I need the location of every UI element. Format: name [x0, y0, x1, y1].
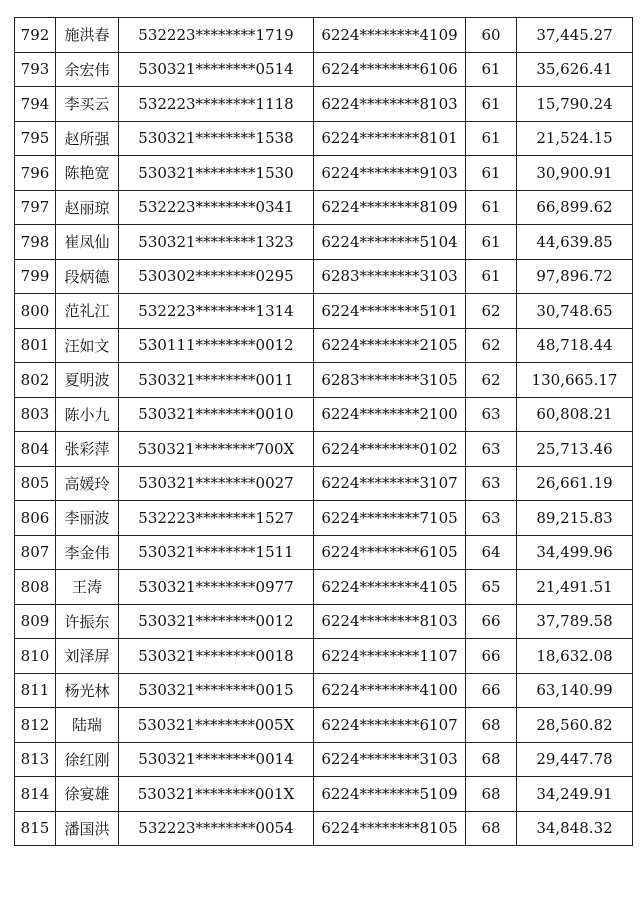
document-page: [14, 17, 626, 846]
amount-cell: 25,713.46: [517, 432, 633, 467]
account-number-cell: 6224********0102: [314, 432, 466, 467]
age-cell: 63: [466, 466, 517, 501]
age-cell: 64: [466, 535, 517, 570]
table-row: [15, 535, 633, 570]
row-number-cell: 795: [15, 121, 56, 156]
name-cell: 陈艳宽: [56, 156, 119, 191]
age-cell: 61: [466, 225, 517, 260]
account-number-cell: 6283********3103: [314, 259, 466, 294]
account-number-cell: 6224********6105: [314, 535, 466, 570]
row-number-cell: 809: [15, 604, 56, 639]
id-number-cell: 530321********1511: [119, 535, 314, 570]
name-cell: 徐宴雄: [56, 777, 119, 812]
amount-cell: 48,718.44: [517, 328, 633, 363]
row-number-cell: 815: [15, 811, 56, 846]
id-number-cell: 532223********1527: [119, 501, 314, 536]
amount-cell: 21,524.15: [517, 121, 633, 156]
amount-cell: 34,499.96: [517, 535, 633, 570]
account-number-cell: 6224********8101: [314, 121, 466, 156]
row-number-cell: 800: [15, 294, 56, 329]
data-table: [14, 17, 633, 846]
row-number-cell: 808: [15, 570, 56, 605]
age-cell: 63: [466, 501, 517, 536]
amount-cell: 89,215.83: [517, 501, 633, 536]
age-cell: 63: [466, 432, 517, 467]
amount-cell: 37,789.58: [517, 604, 633, 639]
amount-cell: 30,748.65: [517, 294, 633, 329]
name-cell: 段炳德: [56, 259, 119, 294]
table-row: [15, 604, 633, 639]
table-row: [15, 52, 633, 87]
id-number-cell: 532223********0341: [119, 190, 314, 225]
age-cell: 62: [466, 328, 517, 363]
id-number-cell: 530321********0015: [119, 673, 314, 708]
name-cell: 李买云: [56, 87, 119, 122]
amount-cell: 34,249.91: [517, 777, 633, 812]
name-cell: 李丽波: [56, 501, 119, 536]
table-row: [15, 121, 633, 156]
account-number-cell: 6224********4100: [314, 673, 466, 708]
table-row: [15, 225, 633, 260]
amount-cell: 18,632.08: [517, 639, 633, 674]
id-number-cell: 530321********005X: [119, 708, 314, 743]
row-number-cell: 792: [15, 18, 56, 53]
row-number-cell: 801: [15, 328, 56, 363]
id-number-cell: 530302********0295: [119, 259, 314, 294]
account-number-cell: 6224********5109: [314, 777, 466, 812]
age-cell: 60: [466, 18, 517, 53]
account-number-cell: 6224********3107: [314, 466, 466, 501]
id-number-cell: 530321********1530: [119, 156, 314, 191]
amount-cell: 63,140.99: [517, 673, 633, 708]
amount-cell: 35,626.41: [517, 52, 633, 87]
row-number-cell: 805: [15, 466, 56, 501]
age-cell: 61: [466, 52, 517, 87]
table-row: [15, 432, 633, 467]
id-number-cell: 530321********0014: [119, 742, 314, 777]
account-number-cell: 6224********2105: [314, 328, 466, 363]
id-number-cell: 530321********0010: [119, 397, 314, 432]
id-number-cell: 530321********700X: [119, 432, 314, 467]
id-number-cell: 532223********1118: [119, 87, 314, 122]
name-cell: 汪如文: [56, 328, 119, 363]
id-number-cell: 530321********1538: [119, 121, 314, 156]
amount-cell: 30,900.91: [517, 156, 633, 191]
row-number-cell: 799: [15, 259, 56, 294]
row-number-cell: 807: [15, 535, 56, 570]
age-cell: 66: [466, 673, 517, 708]
id-number-cell: 530321********0027: [119, 466, 314, 501]
amount-cell: 44,639.85: [517, 225, 633, 260]
table-row: [15, 18, 633, 53]
amount-cell: 28,560.82: [517, 708, 633, 743]
name-cell: 刘泽屏: [56, 639, 119, 674]
account-number-cell: 6224********3103: [314, 742, 466, 777]
amount-cell: 34,848.32: [517, 811, 633, 846]
name-cell: 夏明波: [56, 363, 119, 398]
row-number-cell: 803: [15, 397, 56, 432]
row-number-cell: 804: [15, 432, 56, 467]
id-number-cell: 530321********001X: [119, 777, 314, 812]
id-number-cell: 532223********1719: [119, 18, 314, 53]
name-cell: 徐红刚: [56, 742, 119, 777]
age-cell: 61: [466, 259, 517, 294]
amount-cell: 97,896.72: [517, 259, 633, 294]
table-row: [15, 673, 633, 708]
id-number-cell: 530321********0012: [119, 604, 314, 639]
id-number-cell: 530321********0018: [119, 639, 314, 674]
name-cell: 高媛玲: [56, 466, 119, 501]
row-number-cell: 798: [15, 225, 56, 260]
table-row: [15, 328, 633, 363]
table-row: [15, 259, 633, 294]
id-number-cell: 530321********0977: [119, 570, 314, 605]
age-cell: 61: [466, 121, 517, 156]
age-cell: 68: [466, 777, 517, 812]
id-number-cell: 530321********1323: [119, 225, 314, 260]
account-number-cell: 6224********8105: [314, 811, 466, 846]
age-cell: 68: [466, 708, 517, 743]
amount-cell: 15,790.24: [517, 87, 633, 122]
account-number-cell: 6224********1107: [314, 639, 466, 674]
table-body: [15, 18, 633, 846]
table-row: [15, 156, 633, 191]
amount-cell: 29,447.78: [517, 742, 633, 777]
age-cell: 61: [466, 190, 517, 225]
name-cell: 陆瑞: [56, 708, 119, 743]
age-cell: 62: [466, 294, 517, 329]
amount-cell: 60,808.21: [517, 397, 633, 432]
row-number-cell: 806: [15, 501, 56, 536]
id-number-cell: 530111********0012: [119, 328, 314, 363]
table-row: [15, 87, 633, 122]
account-number-cell: 6224********4109: [314, 18, 466, 53]
account-number-cell: 6224********5101: [314, 294, 466, 329]
table-row: [15, 294, 633, 329]
account-number-cell: 6224********8109: [314, 190, 466, 225]
row-number-cell: 811: [15, 673, 56, 708]
id-number-cell: 530321********0011: [119, 363, 314, 398]
name-cell: 施洪春: [56, 18, 119, 53]
account-number-cell: 6224********4105: [314, 570, 466, 605]
table-row: [15, 466, 633, 501]
amount-cell: 130,665.17: [517, 363, 633, 398]
age-cell: 65: [466, 570, 517, 605]
name-cell: 李金伟: [56, 535, 119, 570]
table-row: [15, 501, 633, 536]
age-cell: 66: [466, 639, 517, 674]
age-cell: 61: [466, 156, 517, 191]
table-row: [15, 777, 633, 812]
table-row: [15, 397, 633, 432]
name-cell: 范礼江: [56, 294, 119, 329]
account-number-cell: 6224********8103: [314, 87, 466, 122]
age-cell: 66: [466, 604, 517, 639]
name-cell: 赵所强: [56, 121, 119, 156]
id-number-cell: 532223********1314: [119, 294, 314, 329]
name-cell: 赵丽琼: [56, 190, 119, 225]
row-number-cell: 810: [15, 639, 56, 674]
age-cell: 63: [466, 397, 517, 432]
amount-cell: 26,661.19: [517, 466, 633, 501]
table-row: [15, 190, 633, 225]
amount-cell: 21,491.51: [517, 570, 633, 605]
row-number-cell: 812: [15, 708, 56, 743]
name-cell: 潘国洪: [56, 811, 119, 846]
name-cell: 张彩萍: [56, 432, 119, 467]
amount-cell: 66,899.62: [517, 190, 633, 225]
row-number-cell: 796: [15, 156, 56, 191]
account-number-cell: 6224********6107: [314, 708, 466, 743]
account-number-cell: 6224********2100: [314, 397, 466, 432]
id-number-cell: 530321********0514: [119, 52, 314, 87]
amount-cell: 37,445.27: [517, 18, 633, 53]
row-number-cell: 793: [15, 52, 56, 87]
table-row: [15, 570, 633, 605]
table-row: [15, 363, 633, 398]
account-number-cell: 6283********3105: [314, 363, 466, 398]
age-cell: 62: [466, 363, 517, 398]
age-cell: 68: [466, 742, 517, 777]
table-row: [15, 742, 633, 777]
row-number-cell: 813: [15, 742, 56, 777]
row-number-cell: 814: [15, 777, 56, 812]
account-number-cell: 6224********8103: [314, 604, 466, 639]
age-cell: 68: [466, 811, 517, 846]
account-number-cell: 6224********6106: [314, 52, 466, 87]
account-number-cell: 6224********5104: [314, 225, 466, 260]
id-number-cell: 532223********0054: [119, 811, 314, 846]
age-cell: 61: [466, 87, 517, 122]
row-number-cell: 794: [15, 87, 56, 122]
row-number-cell: 797: [15, 190, 56, 225]
name-cell: 许振东: [56, 604, 119, 639]
row-number-cell: 802: [15, 363, 56, 398]
table-row: [15, 811, 633, 846]
name-cell: 杨光林: [56, 673, 119, 708]
name-cell: 崔凤仙: [56, 225, 119, 260]
name-cell: 王涛: [56, 570, 119, 605]
name-cell: 陈小九: [56, 397, 119, 432]
table-row: [15, 708, 633, 743]
table-row: [15, 639, 633, 674]
account-number-cell: 6224********7105: [314, 501, 466, 536]
account-number-cell: 6224********9103: [314, 156, 466, 191]
name-cell: 余宏伟: [56, 52, 119, 87]
